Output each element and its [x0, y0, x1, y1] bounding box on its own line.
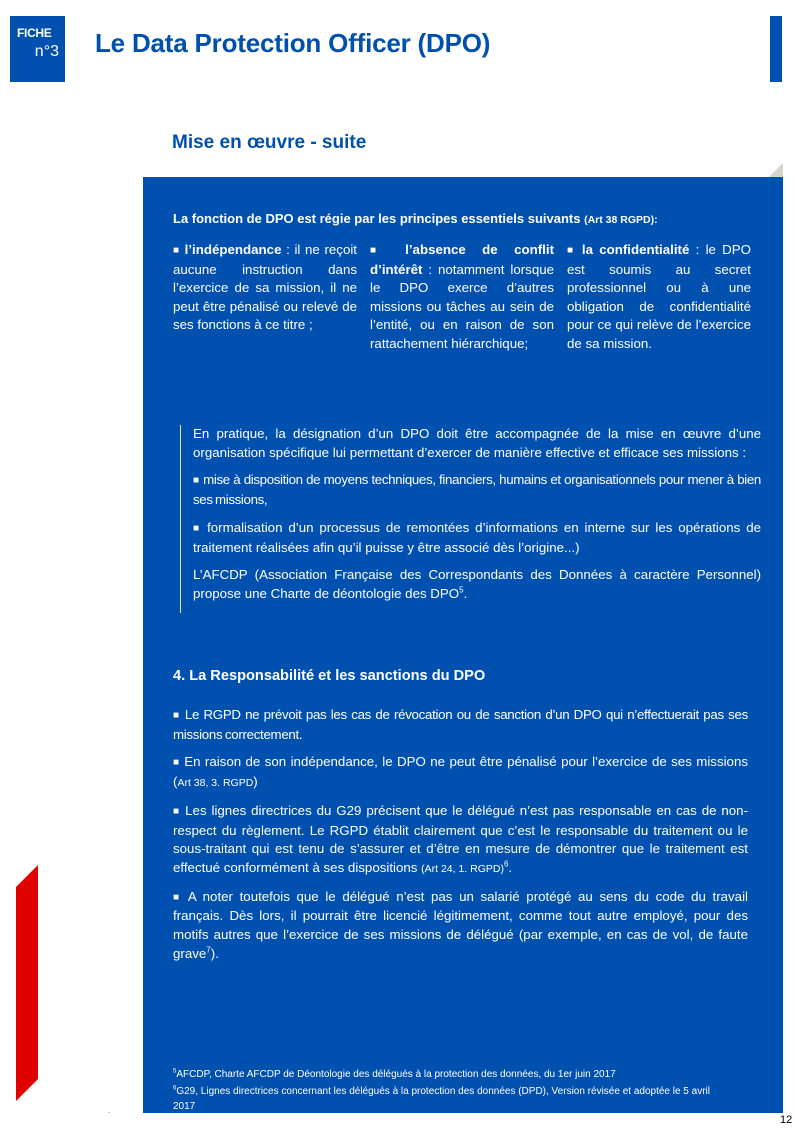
- fiche-label: FICHE: [17, 26, 52, 40]
- principles-intro-ref: (Art 38 RGPD):: [584, 214, 658, 226]
- practice-bullet-process: ■ formalisation d’un processus de remontées d’informations en interne sur les opérations de traitement réalisées afin qu’il puisse y être associé dès l’origine...): [193, 519, 761, 555]
- footnote-ref: 6: [503, 859, 509, 869]
- decorative-red-stripe: [16, 865, 38, 1101]
- bullet-square-icon: ■: [567, 245, 576, 256]
- principle-text: : le DPO est soumis au secret professionnel ou à une obligation de confidentialité pour ce qui relève de l’exercice de sa mission.: [567, 242, 751, 351]
- footnote-ref: 7: [206, 945, 211, 955]
- section-4-p4: ■ A noter toutefois que le délégué n’est pas un salarié protégé au sens du code du travail français. Dès lors, il pourrait être licencié légitimement, comme tout autre employé, pour des motifs autres que l’exercice de ses missions de délégué (par exemple, en cas de vol, de faute grave$^7$).: [173, 888, 748, 961]
- bullet-square-icon: ■: [173, 245, 181, 256]
- principle-confidentiality: [567, 241, 751, 354]
- section-4: [173, 668, 748, 972]
- principle-independence: [173, 241, 357, 354]
- section-4-p1: ■ Le RGPD ne prévoit pas les cas de révocation ou de sanction d’un DPO qui n’effectuerait pas ses missions correctement.: [173, 707, 748, 742]
- principle-text: : il ne reçoit aucune instruction dans l’exercice de sa mission, il ne peut être pénalisé ou relevé de ses fonctions à ce titre ;: [173, 242, 357, 333]
- bullet-square-icon: ■: [193, 475, 200, 487]
- bullet-square-icon: ■: [173, 710, 181, 721]
- section-title: Mise en œuvre - suite: [172, 132, 367, 153]
- practice-bullet-resources: ■ mise à disposition de moyens techniques, financiers, humains et organisationnels pour mener à bien ses missions,: [193, 472, 761, 508]
- content-panel: [143, 177, 783, 1113]
- principles-columns: [173, 241, 751, 354]
- section-4-title: 4. La Responsabilité et les sanctions du DPO: [173, 668, 486, 684]
- bullet-square-icon: ■: [173, 757, 180, 769]
- decorative-dot: [108, 1112, 110, 1113]
- fiche-badge: [10, 16, 65, 82]
- principle-no-conflict: [370, 241, 554, 354]
- practice-afcdp: L’AFCDP (Association Française des Correspondants des Données à caractère Personnel) propose une Charte de déontologie des DPO$^5$.: [193, 567, 761, 601]
- header-accent-bar: [770, 16, 782, 82]
- practice-block: [180, 425, 761, 613]
- page-number: 12: [780, 1114, 793, 1126]
- panel-corner-fold: [768, 163, 783, 178]
- bullet-square-icon: ■: [173, 891, 182, 903]
- principle-term: l’absence de conflit d’intérêt: [370, 242, 554, 277]
- section-4-p3: ■ Les lignes directrices du G29 précisent que le délégué n’est pas responsable en cas de non-respect du règlement. Le RGPD établit clairement que c’est le responsable du traitement ou le sous-traitant qui est tenu de s’assurer et d’être en mesure de démontrer que le traitement est effectué conformément à ses dispositions (Art 24, 1. RGPD)$^6$.: [173, 802, 748, 875]
- principles-intro: La fonction de DPO est régie par les principes essentiels suivants (Art 38 RGPD):: [173, 211, 658, 226]
- fiche-number: n°3: [34, 43, 59, 60]
- footnotes: [173, 1067, 733, 1116]
- principle-term: l’indépendance: [184, 242, 282, 257]
- page-title: Le Data Protection Officer (DPO): [95, 28, 491, 58]
- article-ref: (Art 24, 1. RGPD): [421, 862, 504, 875]
- bullet-square-icon: ■: [193, 522, 202, 534]
- bullet-square-icon: ■: [173, 805, 181, 817]
- practice-intro: En pratique, la désignation d’un DPO doit être accompagnée de la mise en œuvre d’une organisation spécifique lui permettant d’exercer de manière effective et efficace ses missions :: [193, 426, 761, 460]
- footnote-6: $^6$G29, Lignes directrices concernant les délégués à la protection des données (DPD), Version révisée et adoptée le 5 avril 2017: [173, 1085, 710, 1112]
- principle-text: : notamment lorsque le DPO exerce d’autres missions ou tâches au sein de l’entité, ou en raison de son rattachement hiérarchique;: [370, 261, 554, 351]
- bullet-square-icon: ■: [370, 245, 389, 256]
- article-ref: Art 38, 3. RGPD: [177, 777, 254, 790]
- footnote-5: $^5$AFCDP, Charte AFCDP de Déontologie des délégués à la protection des données, du 1er juin 2017: [173, 1068, 616, 1080]
- section-4-p2: ■ En raison de son indépendance, le DPO ne peut être pénalisé pour l’exercice de ses missions (Art 38, 3. RGPD): [173, 754, 748, 790]
- footnote-ref: 5: [459, 585, 464, 595]
- principle-term: la confidentialité: [581, 242, 690, 257]
